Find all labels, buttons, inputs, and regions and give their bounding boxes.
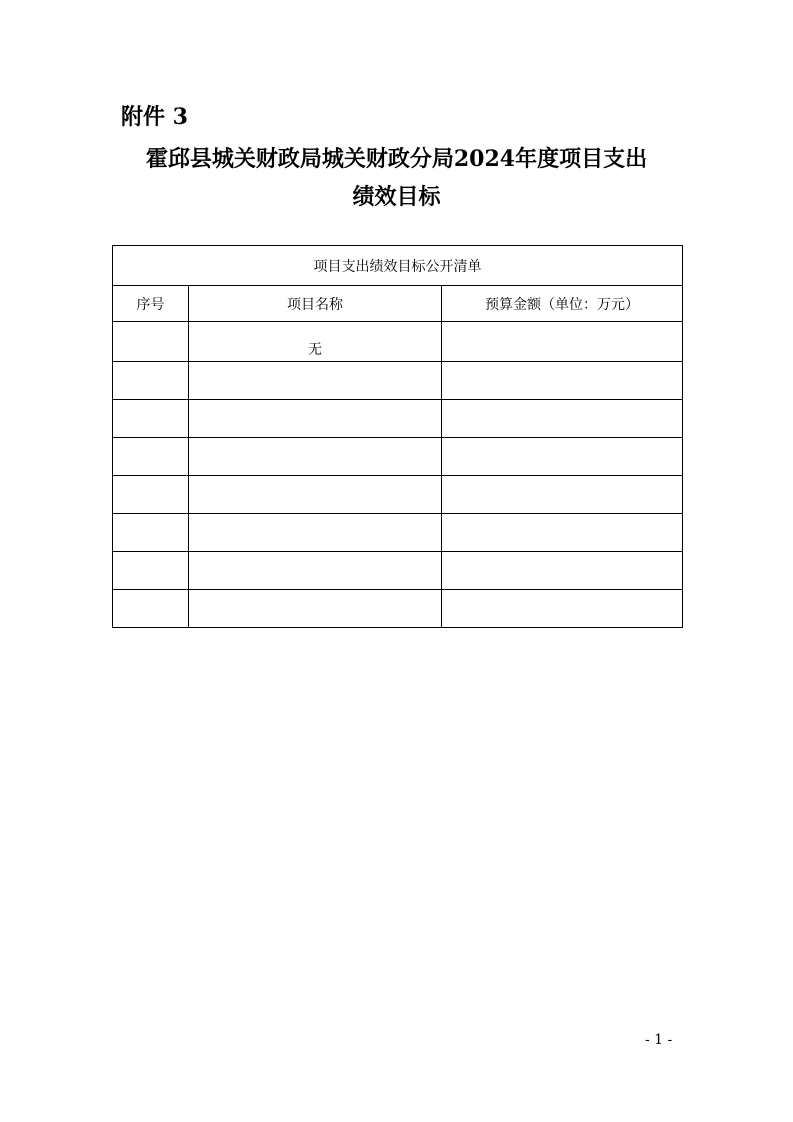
- cell-index: [113, 362, 189, 400]
- table-row: [113, 552, 683, 590]
- cell-project-name: [189, 438, 442, 476]
- cell-project-name: [189, 476, 442, 514]
- table-row: [113, 362, 683, 400]
- header-project-name: 项目名称: [189, 286, 442, 322]
- table-caption-row: [113, 246, 683, 286]
- cell-index: [113, 514, 189, 552]
- cell-budget-amount: [442, 552, 683, 590]
- cell-project-name: [189, 400, 442, 438]
- table-row: [113, 438, 683, 476]
- table-caption: 项目支出绩效目标公开清单: [113, 246, 683, 286]
- table-row: [113, 590, 683, 628]
- cell-project-name: [189, 362, 442, 400]
- cell-budget-amount: [442, 476, 683, 514]
- header-index: 序号: [113, 286, 189, 322]
- cell-project-name: 无: [189, 322, 442, 362]
- cell-project-name: [189, 552, 442, 590]
- table-header-row: [113, 286, 683, 322]
- cell-project-name: [189, 514, 442, 552]
- title-line-1: 霍邱县城关财政局城关财政分局2024年度项目支出: [145, 146, 648, 172]
- page-number: - 1 -: [645, 1032, 673, 1048]
- cell-index: [113, 400, 189, 438]
- table-row: [113, 400, 683, 438]
- cell-index: [113, 322, 189, 362]
- table-row: [113, 514, 683, 552]
- table-row: [113, 476, 683, 514]
- cell-index: [113, 590, 189, 628]
- cell-project-name: [189, 590, 442, 628]
- table-row: [113, 322, 683, 362]
- header-budget-amount: 预算金额（单位：万元）: [442, 286, 683, 322]
- title-line-2: 绩效目标: [352, 184, 441, 210]
- document-title: [100, 140, 693, 216]
- cell-budget-amount: [442, 322, 683, 362]
- cell-budget-amount: [442, 362, 683, 400]
- cell-budget-amount: [442, 514, 683, 552]
- attachment-label: 附件 3: [121, 104, 188, 130]
- cell-index: [113, 476, 189, 514]
- cell-budget-amount: [442, 438, 683, 476]
- cell-budget-amount: [442, 400, 683, 438]
- cell-budget-amount: [442, 590, 683, 628]
- performance-target-table: [112, 245, 683, 628]
- cell-index: [113, 552, 189, 590]
- cell-index: [113, 438, 189, 476]
